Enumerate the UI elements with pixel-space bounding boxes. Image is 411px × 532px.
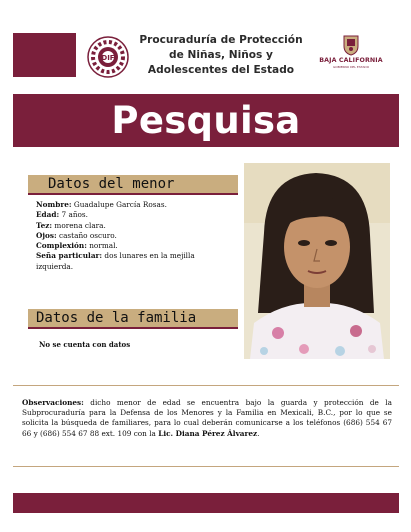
observations-contact: Lic. Diana Pérez Álvarez [158, 428, 258, 438]
detail-label: Edad: [36, 210, 60, 220]
minor-photo [244, 163, 390, 359]
detail-name [36, 200, 234, 210]
organization-title: Procuraduría de Protección de Niñas, Niños y Adolescentes del Estado [139, 34, 303, 76]
detail-label: Complexión: [36, 241, 87, 251]
detail-mark [36, 251, 234, 272]
detail-label: Nombre: [36, 200, 72, 209]
observations-label: Observaciones: [22, 398, 84, 407]
observations-top-divider [13, 385, 399, 386]
detail-label: Seña particular: [36, 251, 103, 261]
detail-eyes [36, 231, 234, 241]
minor-details [36, 200, 234, 272]
detail-value: morena clara. [54, 220, 106, 230]
observations-text [22, 398, 392, 439]
dif-logo-icon [86, 35, 130, 79]
state-seal-icon [342, 34, 360, 56]
family-section-header [28, 309, 238, 329]
family-section-title: Datos de la familia [36, 310, 197, 326]
detail-age [36, 210, 234, 220]
detail-value: Guadalupe García Rosas. [73, 200, 167, 209]
detail-label: Tez: [36, 220, 53, 230]
observations-bottom-divider [13, 466, 399, 467]
baja-california-logo [318, 34, 384, 76]
minor-section-header [28, 175, 238, 195]
detail-value: castaño oscuro. [59, 230, 117, 240]
state-name: BAJA CALIFORNIA [319, 57, 383, 64]
state-subtitle: GOBIERNO DEL ESTADO [332, 65, 370, 69]
detail-label: Ojos: [36, 230, 57, 240]
header-maroon-block [13, 33, 76, 77]
page-title: Pesquisa [111, 99, 301, 142]
detail-value: dos lunares en la mejilla izquierda. [36, 251, 195, 271]
observations-end: . [257, 428, 260, 438]
family-no-data: No se cuenta con datos [39, 340, 131, 349]
detail-value: 7 años. [61, 210, 89, 220]
observations-body: dicho menor de edad se encuentra bajo la guarda y protección de la Subprocuraduría para la Defensa de los Menores y la Familia en Mexicali, B.C., por lo que se solicita la búsqueda de familiares, para lo cual deberán comunicarse a los teléfonos (686) 554 67 66 y (686) 554 67 88 ext. 109 con la [22, 398, 392, 438]
detail-value: normal. [89, 241, 118, 251]
dif-logo-label: DIF [101, 54, 115, 62]
minor-section-title: Datos del menor [48, 176, 175, 192]
detail-skin [36, 221, 234, 231]
detail-build [36, 241, 234, 251]
footer-banner [13, 493, 399, 513]
title-banner [13, 94, 399, 147]
